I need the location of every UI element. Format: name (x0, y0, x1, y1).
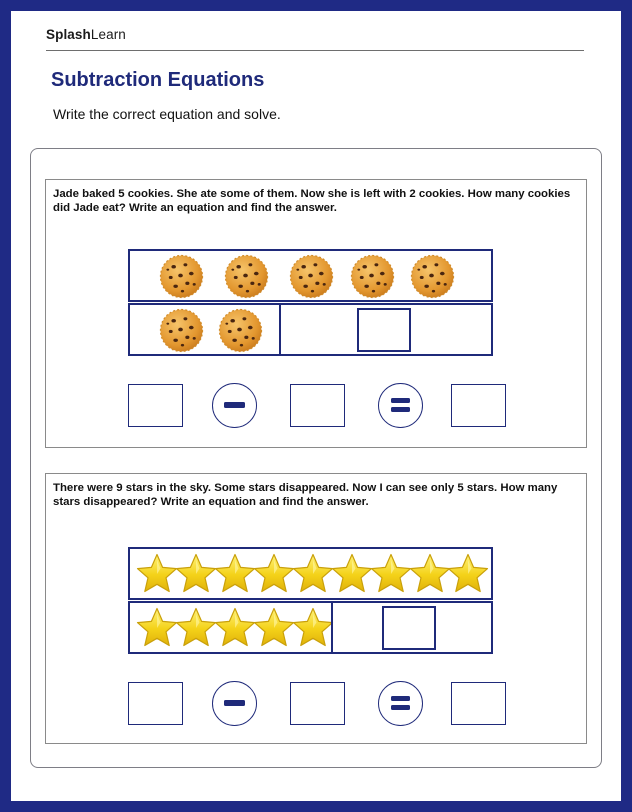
equation-box-minuend[interactable] (128, 682, 183, 725)
star-icon (330, 552, 374, 596)
cookie-icon (159, 308, 204, 353)
cookie-icon (159, 254, 204, 299)
star-icon (213, 552, 257, 596)
equation-box-subtrahend[interactable] (290, 682, 345, 725)
cookie-icon (289, 254, 334, 299)
cookie-icon (410, 254, 455, 299)
page-title: Subtraction Equations (51, 69, 265, 91)
star-icon (135, 606, 179, 650)
brand-logo: SplashLearn (46, 27, 126, 42)
star-icon (252, 606, 296, 650)
equation-box-result[interactable] (451, 384, 506, 427)
missing-items-cell (331, 601, 493, 654)
question-text: Jade baked 5 cookies. She ate some of them. Now she is left with 2 cookies. How many cookies did Jade eat? Write an equation and find the answer. (53, 188, 571, 214)
star-icon (252, 552, 296, 596)
missing-answer-box[interactable] (382, 606, 436, 650)
minus-icon (212, 383, 257, 428)
equation-box-minuend[interactable] (128, 384, 183, 427)
remaining-items-cell (128, 601, 333, 654)
star-icon (446, 552, 490, 596)
cookie-icon (350, 254, 395, 299)
cookie-icon (218, 308, 263, 353)
remaining-items-cell (128, 303, 281, 356)
equation-box-result[interactable] (451, 682, 506, 725)
star-icon (213, 606, 257, 650)
missing-answer-box[interactable] (357, 308, 411, 352)
star-icon (174, 606, 218, 650)
question-text: There were 9 stars in the sky. Some stars disappeared. Now I can see only 5 stars. How many stars disappeared? Write an equation and find the answer. (53, 482, 558, 508)
question-card-1 (45, 179, 587, 448)
equals-icon (378, 681, 423, 726)
star-icon (291, 606, 335, 650)
star-icon (135, 552, 179, 596)
equals-icon (378, 383, 423, 428)
total-items-row (128, 249, 493, 302)
star-icon (369, 552, 413, 596)
equation-box-subtrahend[interactable] (290, 384, 345, 427)
header-divider (46, 50, 584, 51)
question-card-2 (45, 473, 587, 744)
cookie-icon (224, 254, 269, 299)
missing-items-cell (279, 303, 493, 356)
star-icon (174, 552, 218, 596)
instruction-text: Write the correct equation and solve. (53, 106, 281, 122)
total-items-row (128, 547, 493, 600)
minus-icon (212, 681, 257, 726)
star-icon (291, 552, 335, 596)
